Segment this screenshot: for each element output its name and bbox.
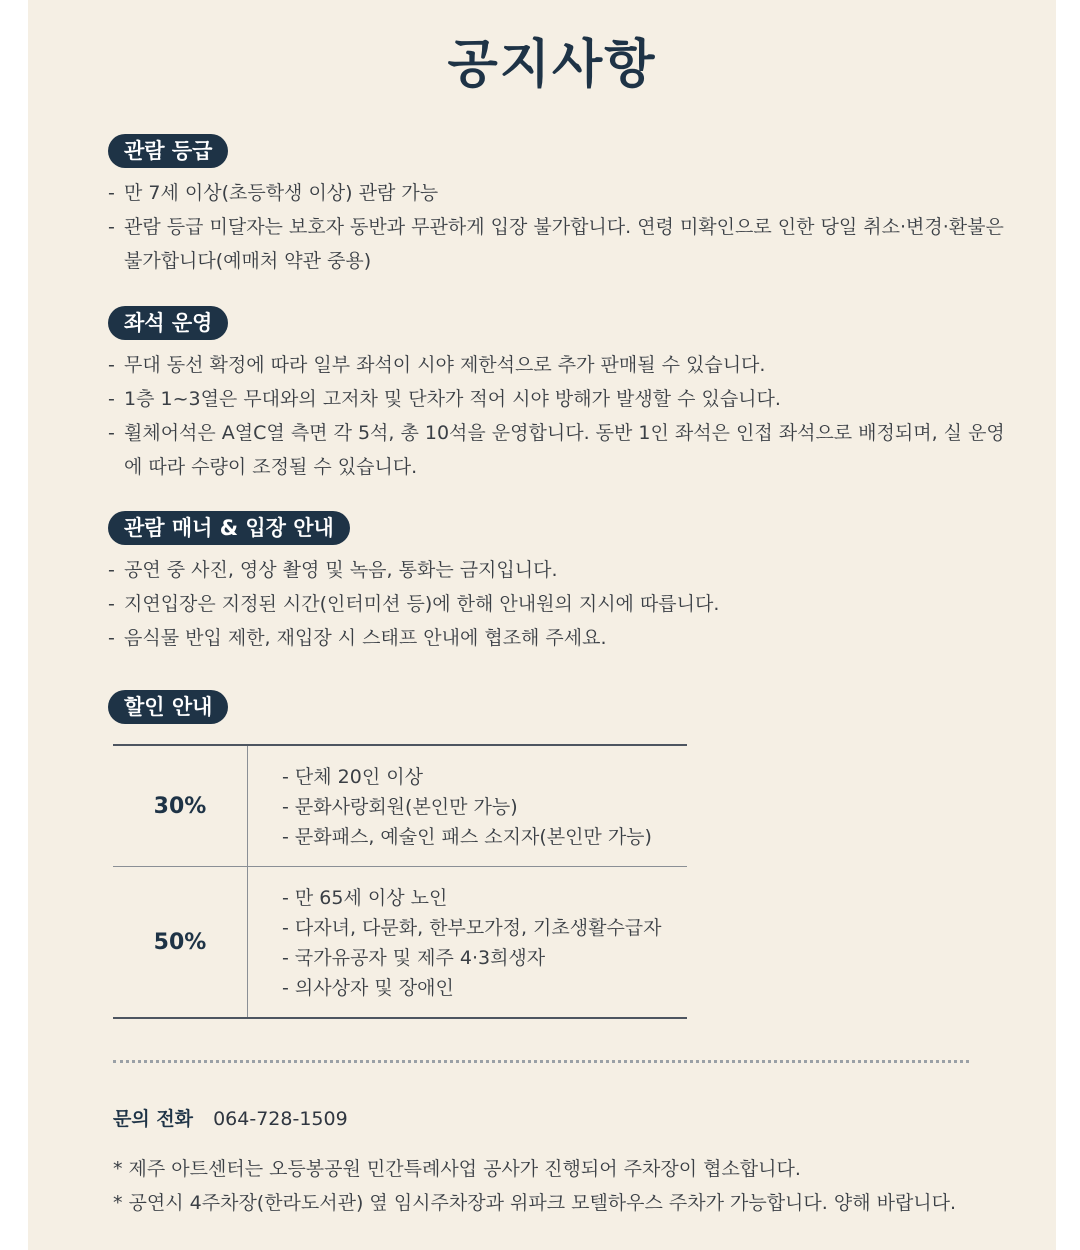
- list-item: - 무대 동선 확정에 따라 일부 좌석이 시야 제한석으로 추가 판매될 수 있습니다.: [108, 354, 766, 376]
- list-item: - 지연입장은 지정된 시간(인터미션 등)에 한해 안내원의 지시에 따릅니다.: [108, 593, 720, 615]
- list-item: - 다자녀, 다문화, 한부모가정, 기초생활수급자: [282, 917, 662, 939]
- list-item: - 휠체어석은 A열C열 측면 각 5석, 총 10석을 운영합니다. 동반 1인 좌석은 인접 좌석으로 배정되며, 실 운영에 따라 수량이 조정될 수 있습니다.: [108, 422, 1005, 478]
- section-rating: [108, 134, 1008, 278]
- section-heading-rating: 관람 등급: [108, 134, 228, 168]
- section-heading-discount: 할인 안내: [108, 690, 228, 724]
- list-item: - 국가유공자 및 제주 4·3희생자: [282, 947, 546, 969]
- section-heading-seating: 좌석 운영: [108, 306, 228, 340]
- section-heading-manners: 관람 매너 & 입장 안내: [108, 511, 350, 545]
- notice-page: [28, 0, 1056, 1250]
- discount-row: [113, 866, 687, 1017]
- discount-row: [113, 746, 687, 866]
- parking-note: * 제주 아트센터는 오등봉공원 민간특례사업 공사가 진행되어 주차장이 협소합니다.: [113, 1158, 801, 1180]
- contact-info: [113, 1104, 348, 1131]
- section-manners: [108, 511, 1008, 655]
- dotted-divider: [113, 1060, 969, 1063]
- list-item: - 음식물 반입 제한, 재입장 시 스태프 안내에 협조해 주세요.: [108, 627, 607, 649]
- discount-percent: 50%: [113, 867, 248, 1017]
- list-item: - 단체 20인 이상: [282, 766, 423, 788]
- parking-note: * 공연시 4주차장(한라도서관) 옆 임시주차장과 위파크 모텔하우스 주차가 가능합니다. 양해 바랍니다.: [113, 1192, 957, 1214]
- list-item: - 문화사랑회원(본인만 가능): [282, 796, 518, 818]
- list-item: - 1층 1~3열은 무대와의 고저차 및 단차가 적어 시야 방해가 발생할 수 있습니다.: [108, 388, 781, 410]
- list-item: - 관람 등급 미달자는 보호자 동반과 무관하게 입장 불가합니다. 연령 미확인으로 인한 당일 취소·변경·환불은 불가합니다(예매처 약관 중용): [108, 216, 1004, 272]
- list-item: - 만 7세 이상(초등학생 이상) 관람 가능: [108, 182, 439, 204]
- discount-percent: 30%: [113, 746, 248, 866]
- contact-label: 문의 전화: [113, 1108, 194, 1130]
- section-seating: [108, 306, 1008, 484]
- discount-table: [113, 744, 687, 1019]
- list-item: - 의사상자 및 장애인: [282, 977, 454, 999]
- page-title: 공지사항: [447, 35, 657, 95]
- contact-phone: 064-728-1509: [213, 1108, 348, 1130]
- list-item: - 문화패스, 예술인 패스 소지자(본인만 가능): [282, 826, 652, 848]
- section-discount: [108, 690, 1008, 724]
- list-item: - 공연 중 사진, 영상 촬영 및 녹음, 통화는 금지입니다.: [108, 559, 558, 581]
- list-item: - 만 65세 이상 노인: [282, 887, 448, 909]
